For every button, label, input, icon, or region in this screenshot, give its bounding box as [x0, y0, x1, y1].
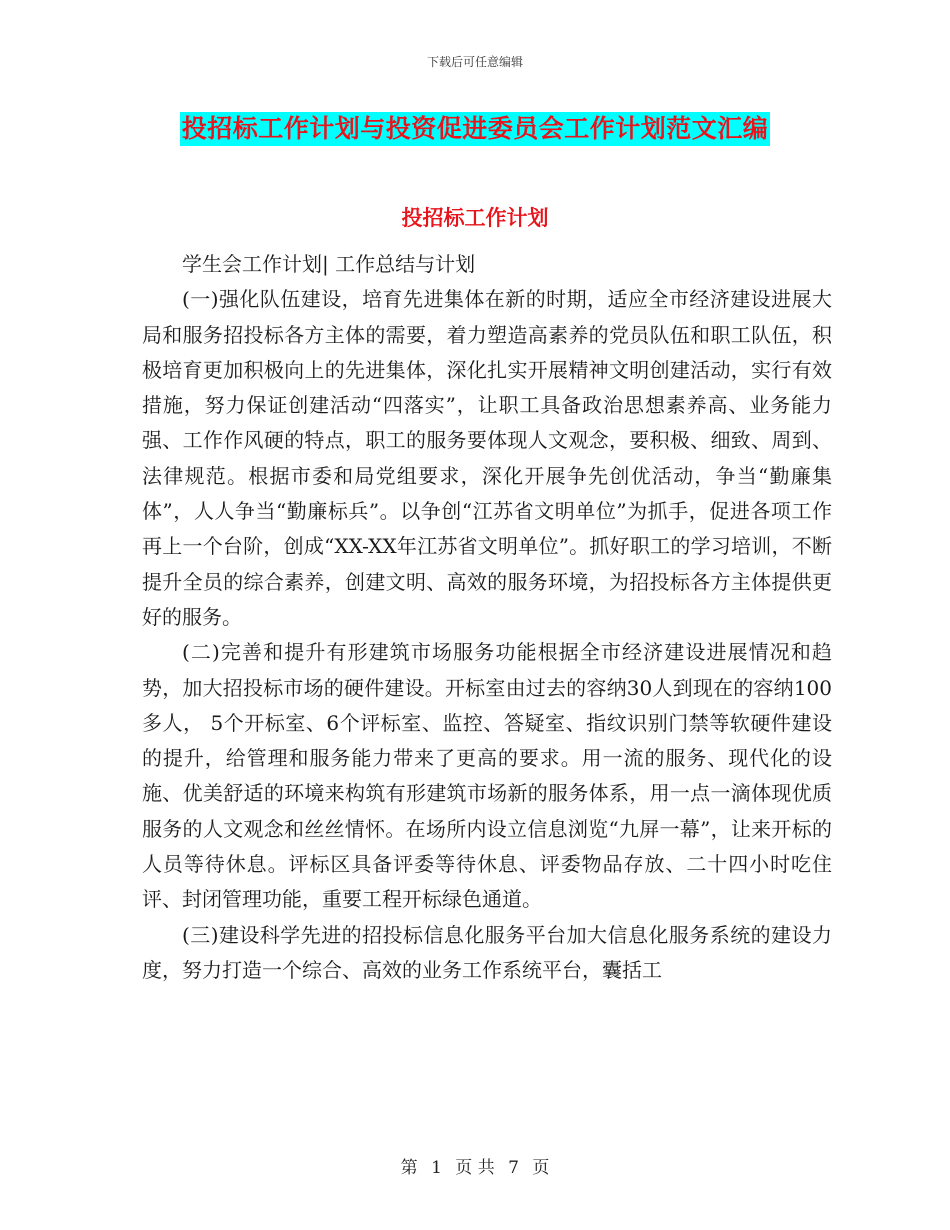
page-footer: [0, 1153, 950, 1178]
paragraph-3: (三)建设科学先进的招投标信息化服务平台加大信息化服务系统的建设力度，努力打造一个综合、高效的业务工作系统平台，囊括工: [142, 922, 832, 982]
document-body: [142, 247, 832, 988]
paragraph-1: (一)强化队伍建设，培育先进集体在新的时期，适应全市经济建设进展大局和服务招投标各方主体的需要，着力塑造高素养的党员队伍和职工队伍，积极培育更加积极向上的先进集体，深化扎实开展精神文明创建活动，实行有效措施，努力保证创建活动“四落实”，让职工具备政治思想素养高、业务能力强、工作作风硬的特点，职工的服务要体现人文观念，要积极、细致、周到、法律规范。根据市委和局党组要求，深化开展争先创优活动，争当“勤廉集体”，人人争当“勤廉标兵”。以争创“江苏省文明单位”为抓手，促进各项工作再上一个台阶，创成“XX-XX年江苏省文明单位”。抓好职工的学习培训，不断提升全员的综合素养，创建文明、高效的服务环境，为招投标各方主体提供更好的服务。: [142, 287, 832, 629]
page-label-mid: 页 共: [455, 1158, 495, 1178]
document-title-wrap: [0, 112, 950, 146]
page-label-prefix: 第: [400, 1158, 418, 1178]
page-label-suffix: 页: [532, 1158, 550, 1178]
paragraph-intro: 学生会工作计划| 工作总结与计划: [182, 252, 476, 276]
header-note: 下载后可任意编辑: [426, 55, 523, 69]
section-title: 投招标工作计划: [401, 205, 549, 230]
paragraph-2: (二)完善和提升有形建筑市场服务功能根据全市经济建设进展情况和趋势，加大招投标市场的硬件建设。开标室由过去的容纳30人到现在的容纳100多人， 5个开标室、6个评标室、监控、答疑室、指纹识别门禁等软硬件建设的提升，给管理和服务能力带来了更高的要求。用一流的服务、现代化的设施、优美舒适的环境来构筑有形建筑市场新的服务体系，用一点一滴体现优质服务的人文观念和丝丝情怀。在场所内设立信息浏览“九屏一幕”，让来开标的人员等待休息。评标区具备评委等待休息、评委物品存放、二十四小时吃住评、封闭管理功能，重要工程开标绿色通道。: [142, 640, 832, 912]
page-number: 1: [431, 1158, 442, 1178]
document-title: 投招标工作计划与投资促进委员会工作计划范文汇编: [180, 112, 771, 146]
page-total: 7: [508, 1158, 519, 1178]
